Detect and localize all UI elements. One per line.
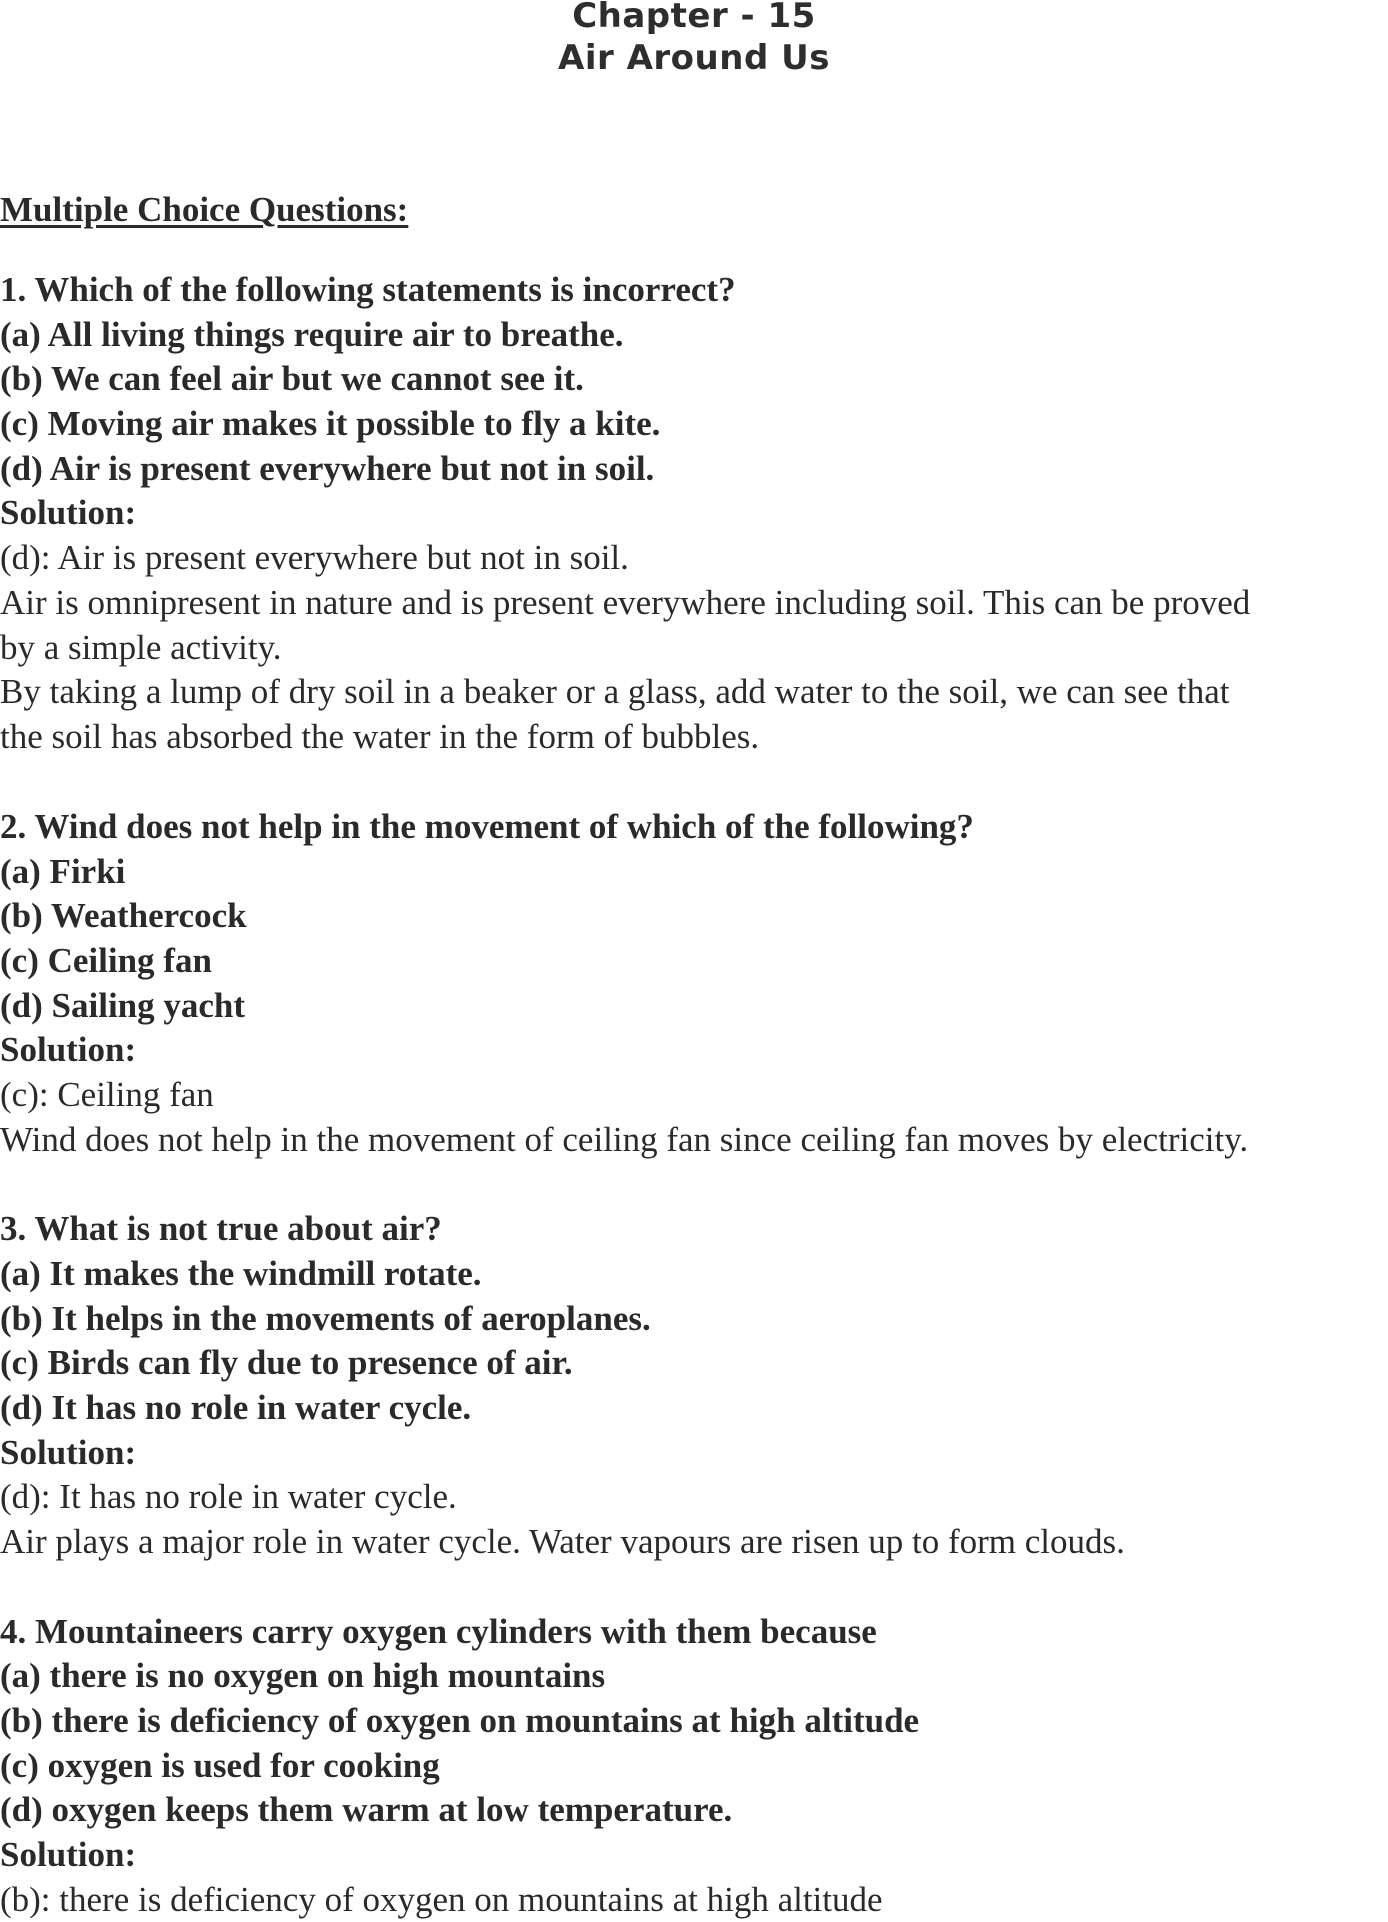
option-b: (b) It helps in the movements of aeroplanes. — [0, 1299, 651, 1338]
option-b: (b) Weathercock — [0, 896, 247, 935]
explanation-line: By taking a lump of dry soil in a beaker or a glass, add water to the soil, we can see that — [0, 672, 1230, 711]
question-text: 2. Wind does not help in the movement of which of the following? — [0, 807, 974, 846]
explanation-line: Air plays a major role in water cycle. Water vapours are risen up to form clouds. — [0, 1522, 1125, 1561]
option-a: (a) It makes the windmill rotate. — [0, 1254, 482, 1293]
solution-answer: (d): It has no role in water cycle. — [0, 1477, 457, 1516]
option-b: (b) there is deficiency of oxygen on mountains at high altitude — [0, 1701, 920, 1740]
option-c: (c) Birds can fly due to presence of air. — [0, 1343, 573, 1382]
chapter-number: Chapter - 15 — [572, 0, 816, 36]
solution-label: Solution: — [0, 1433, 137, 1472]
explanation-line: Air is omnipresent in nature and is present everywhere including soil. This can be proved — [0, 583, 1251, 622]
solution-answer: (c): Ceiling fan — [0, 1075, 214, 1114]
option-d: (d) Sailing yacht — [0, 986, 246, 1025]
solution-label: Solution: — [0, 493, 137, 532]
explanation-line: Wind does not help in the movement of ceiling fan since ceiling fan moves by electricity. — [0, 1120, 1249, 1159]
option-c: (c) oxygen is used for cooking — [0, 1746, 440, 1785]
option-a: (a) All living things require air to breathe. — [0, 315, 624, 354]
explanation-line: the soil has absorbed the water in the form of bubbles. — [0, 717, 760, 756]
question-text: 1. Which of the following statements is incorrect? — [0, 270, 736, 309]
option-d: (d) Air is present everywhere but not in soil. — [0, 449, 655, 488]
question-text: 3. What is not true about air? — [0, 1209, 442, 1248]
section-heading: Multiple Choice Questions: — [0, 190, 409, 229]
option-d: (d) It has no role in water cycle. — [0, 1388, 472, 1427]
solution-answer: (d): Air is present everywhere but not in soil. — [0, 538, 629, 577]
option-a: (a) Firki — [0, 852, 126, 891]
question-text: 4. Mountaineers carry oxygen cylinders with them because — [0, 1612, 877, 1651]
option-c: (c) Ceiling fan — [0, 941, 212, 980]
option-a: (a) there is no oxygen on high mountains — [0, 1656, 606, 1695]
solution-label: Solution: — [0, 1835, 137, 1874]
option-c: (c) Moving air makes it possible to fly a kite. — [0, 404, 661, 443]
solution-label: Solution: — [0, 1030, 137, 1069]
option-d: (d) oxygen keeps them warm at low temperature. — [0, 1790, 733, 1829]
solution-answer: (b): there is deficiency of oxygen on mountains at high altitude — [0, 1880, 883, 1919]
explanation-line: by a simple activity. — [0, 628, 282, 667]
chapter-title: Air Around Us — [558, 38, 830, 78]
option-b: (b) We can feel air but we cannot see it. — [0, 359, 584, 398]
